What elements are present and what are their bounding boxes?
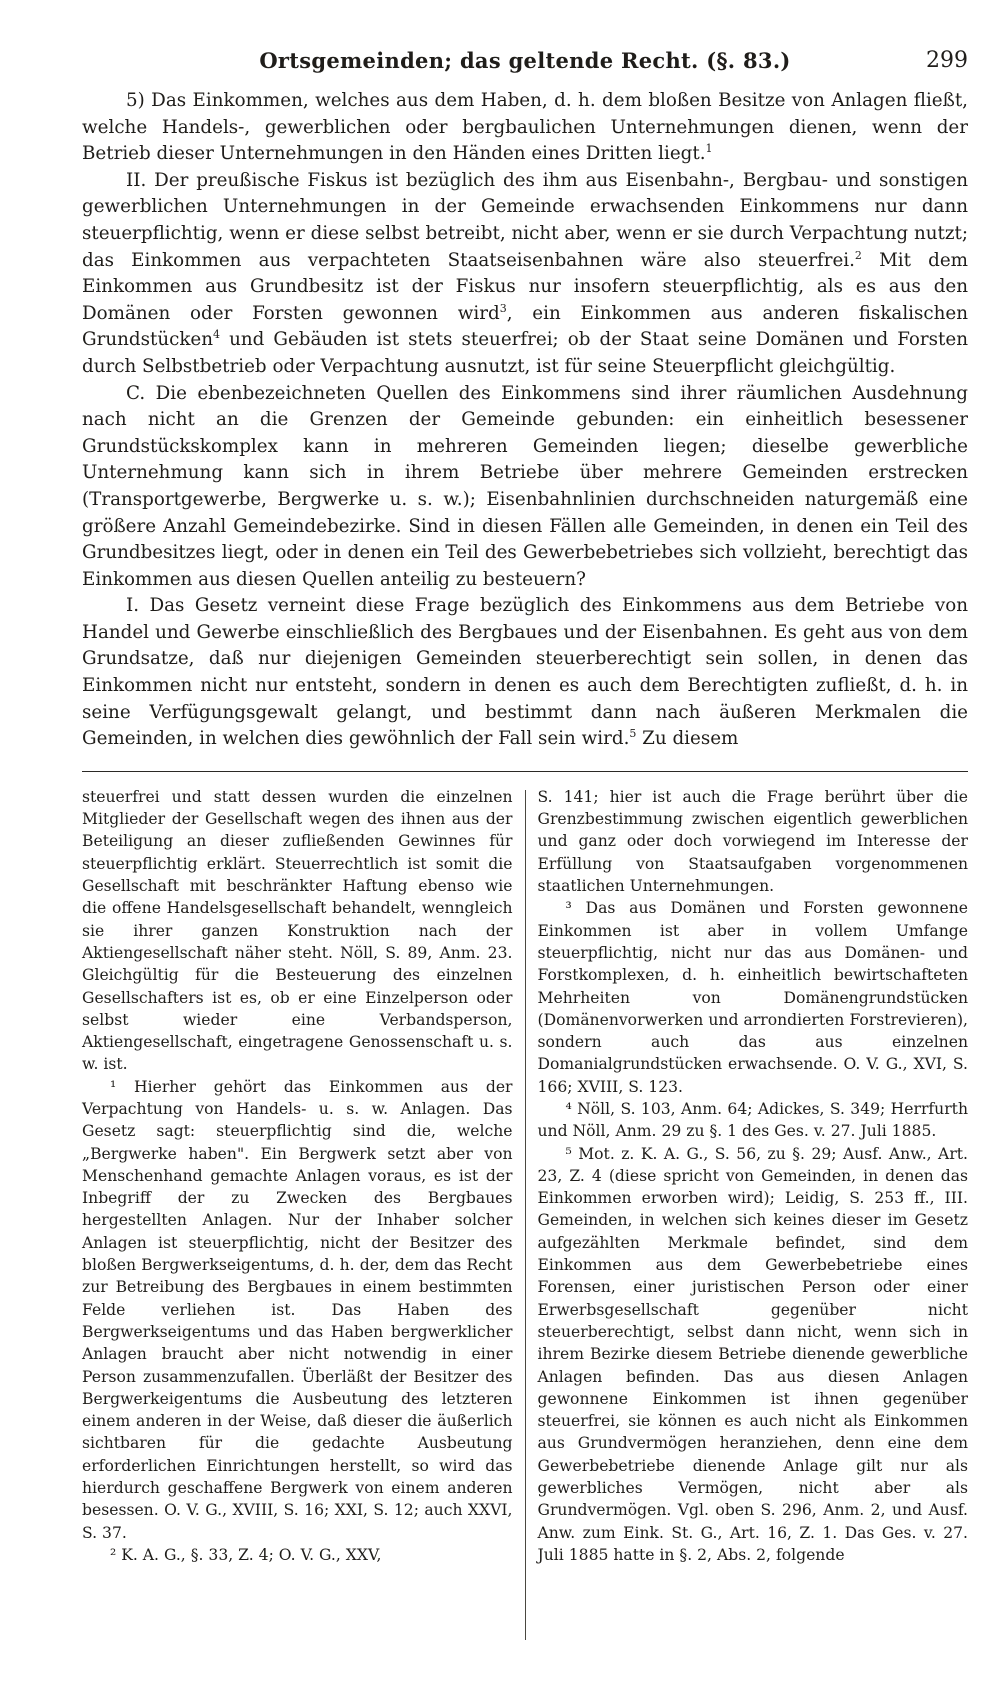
paragraph-text: , ein Einkommen aus anderen fiskalischen Grundstücken bbox=[82, 302, 968, 351]
paragraph-text: 5) Das Einkommen, welches aus dem Haben, d. h. dem bloßen Besitze von Anlagen fließt, welche Handels-, gewerblichen oder bergbaulichen Unternehmungen dienen, wenn der Betrieb dieser Unternehmungen in den Händen eines Dritten liegt. bbox=[82, 90, 968, 165]
footnote-continuation: steuerfrei und statt dessen wurden die einzelnen Mitglieder der Gesellschaft wegen des ihnen aus der Beteiligung an dieser zufließenden Gewinnes für steuerpflichtig erklärt. Steuerrechtlich ist somit die Gesellschaft mit beschränkter Haftung ebenso wie die offene Handelsgesellschaft behandelt, wenngleich sie ihrer ganzen Konstruktion nach der Aktiengesellschaft näher steht. Nöll, S. 89, Anm. 23. Gleichgültig für die Besteuerung des einzelnen Gesellschafters ist es, ob er eine Einzelperson oder selbst wieder eine Verbandsperson, Aktiengesellschaft, eingetragene Genossenschaft u. s. w. ist. bbox=[82, 787, 513, 1074]
footnote-2: ² K. A. G., §. 33, Z. 4; O. V. G., XXV, bbox=[110, 1545, 382, 1564]
paragraph-5-income-from-having bbox=[82, 88, 968, 168]
paragraph-text: Mit dem Einkommen aus Grundbesitz ist der Fiskus nur insofern steuerpflichtig, als es aus den Domänen oder Forsten gewonnen wird bbox=[82, 249, 968, 324]
footnote-ref-2: 2 bbox=[854, 248, 862, 262]
paragraph-C-sources bbox=[82, 381, 968, 594]
page-number: 299 bbox=[926, 48, 968, 73]
footnote-column-left bbox=[82, 786, 525, 1640]
footnote-2-continuation: S. 141; hier ist auch die Frage berührt über die Grenzbestimmung zwischen eigentlich gewerblichen und ganz oder doch vorwiegend im Interesse der Erfüllung von Staatsaufgaben vorgenommenen staatlichen Unternehmungen. bbox=[537, 787, 968, 896]
footnote-separator-rule bbox=[82, 771, 968, 772]
footnote-1: ¹ Hierher gehört das Einkommen aus der Verpachtung von Handels- u. s. w. Anlagen. Das Gesetz sagt: steuerpflichtig sind die, welche „Bergwerke haben". Ein Bergwerk setzt aber von Menschenhand gemachte Anlagen voraus, es ist der Inbegriff der zu Zwecken des Bergbaues hergestellten Anlagen. Nur der Inhaber solcher Anlagen ist steuerpflichtig, nicht der Besitzer des bloßen Bergwerkseigentums, d. h. der, dem das Recht zur Betreibung des Bergbaues in einem bestimmten Felde verliehen ist. Das Haben des Bergwerkseigentums und das Haben bergwerklicher Anlagen braucht aber nicht notwendig in einer Person zusammenzufallen. Überläßt der Besitzer des Bergwerkeigentums die Ausbeutung des letzteren einem anderen in der Weise, daß dieser die äußerlich sichtbaren für die gedachte Ausbeutung erforderlichen Einrichtungen herstellt, so wird das hierdurch geschaffene Bergwerk von einem anderen besessen. O. V. G., XVIII, S. 16; XXI, S. 12; auch XXVI, S. 37. bbox=[82, 1077, 513, 1542]
footnote-ref-3: 3 bbox=[499, 301, 507, 315]
running-head: Ortsgemeinden; das geltende Recht. (§. 83.) bbox=[259, 48, 791, 73]
footnote-ref-5: 5 bbox=[629, 727, 637, 741]
footnote-ref-4: 4 bbox=[213, 328, 221, 342]
paragraph-text: II. Der preußische Fiskus ist bezüglich des ihm aus Eisenbahn-, Bergbau- und sonstigen gewerblichen Unternehmungen in der Gemeinde erwachsenden Einkommens nur dann steuerpflichtig, wenn er diese selbst betreibt, nicht aber, wenn er sie durch Verpachtung nutzt; das Einkommen aus verpachteten Staatseisenbahnen wäre also steuerfrei. bbox=[82, 169, 968, 271]
paragraph-text: C. Die ebenbezeichneten Quellen des Einkommens sind ihrer räumlichen Ausdehnung nach nicht an die Grenzen der Gemeinde gebunden: ein einheitlich besessener Grundstückskomplex kann in mehreren Gemeinden liegen; dieselbe gewerbliche Unternehmung kann sich in ihrem Betriebe über mehrere Gemeinden erstrecken (Transportgewerbe, Bergwerke u. s. w.); Eisenbahnlinien durchschneiden naturgemäß eine größere Anzahl Gemeindebezirke. Sind in diesen Fällen alle Gemeinden, in denen ein Teil des Grundbesitzes liegt, oder in denen ein Teil des Gewerbebetriebes sich vollzieht, berechtigt das Einkommen aus diesen Quellen anteilig zu besteuern? bbox=[82, 382, 968, 590]
paragraph-II-fiscus bbox=[82, 168, 968, 381]
footnote-5: ⁵ Mot. z. K. A. G., S. 56, zu §. 29; Ausf. Anw., Art. 23, Z. 4 (diese spricht von Gemeinden, in denen das Einkommen erworben wird); Leidig, S. 253 ff., III. Gemeinden, in welchen sich keines dieser im Gesetz aufgezählten Merkmale befindet, sind dem Einkommen aus dem Gewerbebetriebe eines Forensen, einer juristischen Person oder einer Erwerbsgesellschaft gegenüber nicht steuerberechtigt, selbst dann nicht, wenn sich in ihrem Bezirke diesem Betriebe dienende gewerbliche Anlagen befinden. Das aus diesen Anlagen gewonnene Einkommen ist ihnen gegenüber steuerfrei, sie können es auch nicht als Einkommen aus Grundvermögen heranziehen, denn eine dem Gewerbebetriebe dienende Anlage gilt nur als gewerbliches Vermögen, nicht aber als Grundvermögen. Vgl. oben S. 296, Anm. 2, und Ausf. Anw. zum Eink. St. G., Art. 16, Z. 1. Das Ges. v. 27. Juli 1885 hatte in §. 2, Abs. 2, folgende bbox=[537, 1144, 968, 1564]
footnote-column-right bbox=[526, 786, 969, 1640]
footnote-3: ³ Das aus Domänen und Forsten gewonnene Einkommen ist aber in vollem Umfange steuerpflichtig, nicht nur das aus Domänen- und Forstkomplexen, d. h. einheitlich bewirtschafteten Mehrheiten von Domänengrundstücken (Domänenvorwerken und arrondierten Forstrevieren), sondern auch das aus einzelnen Domanialgrundstücken erwachsende. O. V. G., XVI, S. 166; XVIII, S. 123. bbox=[537, 899, 968, 1096]
paragraph-text: Zu diesem bbox=[636, 728, 739, 750]
footnote-ref-1: 1 bbox=[705, 142, 713, 156]
page-header bbox=[82, 40, 968, 82]
paragraph-text: I. Das Gesetz verneint diese Frage bezüglich des Einkommens aus dem Betriebe von Handel und Gewerbe einschließlich des Bergbaues und der Eisenbahnen. Es geht aus von dem Grundsatze, daß nur diejenigen Gemeinden steuerberechtigt sein sollen, in denen das Einkommen nicht nur entsteht, sondern in denen es auch dem Berechtigten zufließt, d. h. in seine Verfügungsgewalt gelangt, und bestimmt dann nach äußeren Merkmalen die Gemeinden, in welchen dies gewöhnlich der Fall sein wird. bbox=[82, 595, 968, 750]
footnotes bbox=[82, 786, 968, 1640]
paragraph-I-law bbox=[82, 593, 968, 753]
main-text bbox=[82, 88, 968, 753]
paragraph-text: und Gebäuden ist stets steuerfrei; ob der Staat seine Domänen und Forsten durch Selbstbetrieb oder Verpachtung ausnutzt, ist für seine Steuerpflicht gleichgültig. bbox=[82, 329, 968, 377]
footnote-4: ⁴ Nöll, S. 103, Anm. 64; Adickes, S. 349; Herrfurth und Nöll, Anm. 29 zu §. 1 des Ges. v. 27. Juli 1885. bbox=[537, 1100, 968, 1141]
